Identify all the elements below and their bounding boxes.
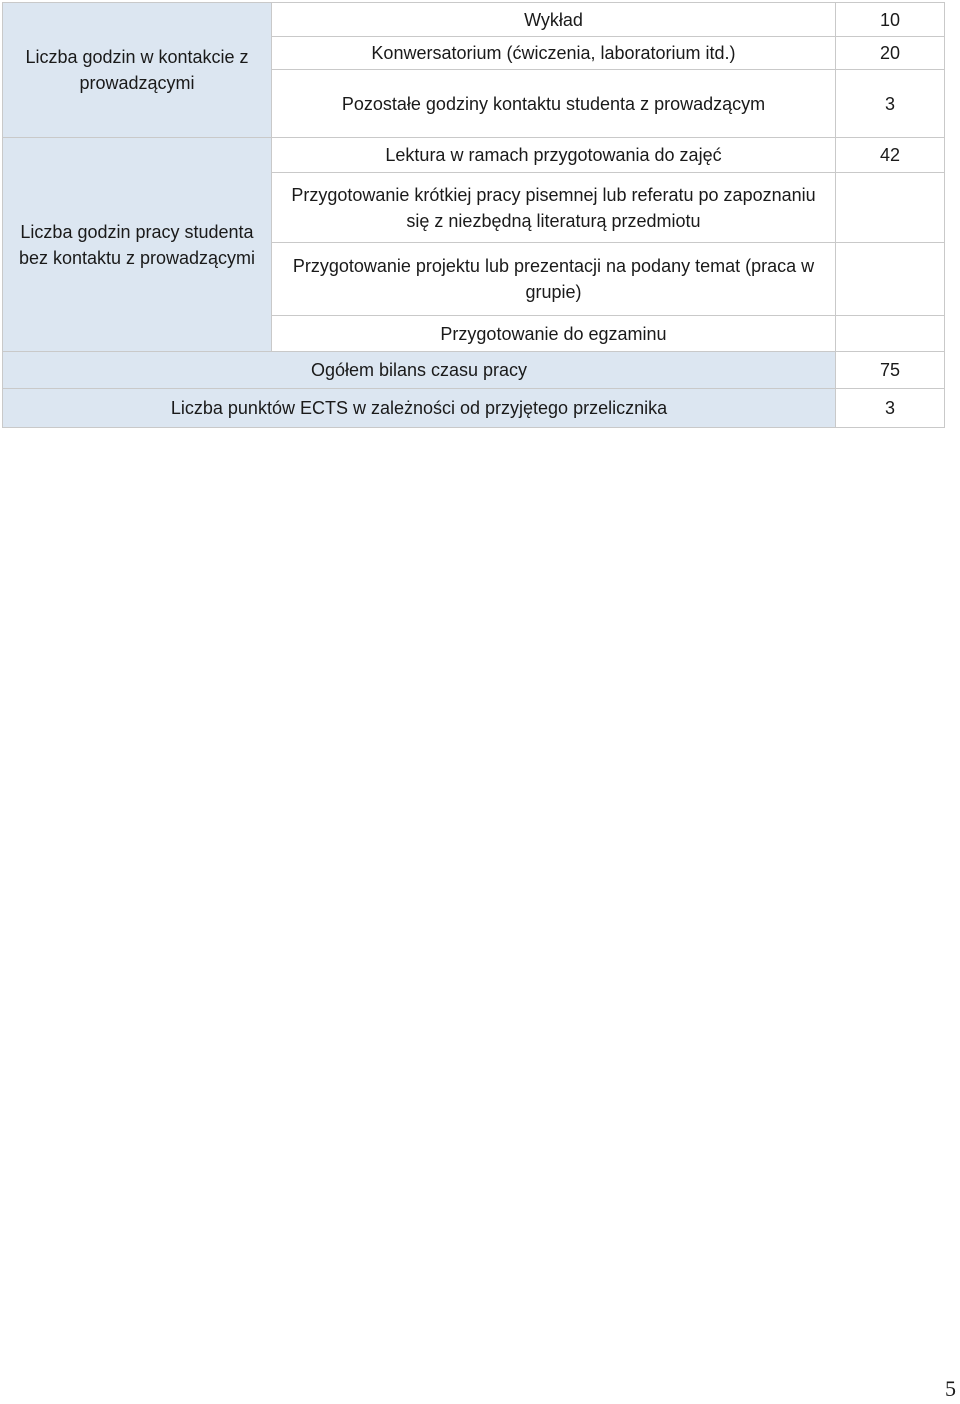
activity-label: Przygotowanie do egzaminu xyxy=(272,316,836,352)
activity-label: Lektura w ramach przygotowania do zajęć xyxy=(272,138,836,173)
table-row xyxy=(3,138,945,173)
activity-label: Przygotowanie projektu lub prezentacji na podany temat (praca w grupie) xyxy=(272,243,836,316)
hours-value xyxy=(836,173,945,243)
hours-value: 10 xyxy=(836,3,945,37)
hours-value xyxy=(836,243,945,316)
total-row xyxy=(3,352,945,389)
hours-value: 42 xyxy=(836,138,945,173)
hours-value xyxy=(836,316,945,352)
hours-value: 20 xyxy=(836,37,945,70)
total-label: Ogółem bilans czasu pracy xyxy=(3,352,836,389)
total-value: 75 xyxy=(836,352,945,389)
ects-label: Liczba punktów ECTS w zależności od przyjętego przelicznika xyxy=(3,389,836,428)
contact-hours-group-label: Liczba godzin w kontakcie z prowadzącymi xyxy=(3,3,272,138)
hours-value: 3 xyxy=(836,70,945,138)
workload-table xyxy=(2,2,945,428)
ects-row xyxy=(3,389,945,428)
activity-label: Pozostałe godziny kontaktu studenta z prowadzącym xyxy=(272,70,836,138)
activity-label: Wykład xyxy=(272,3,836,37)
ects-value: 3 xyxy=(836,389,945,428)
activity-label: Konwersatorium (ćwiczenia, laboratorium itd.) xyxy=(272,37,836,70)
self-study-group-label: Liczba godzin pracy studenta bez kontaktu z prowadzącymi xyxy=(3,138,272,352)
table-row xyxy=(3,3,945,37)
page-number: 5 xyxy=(945,1376,956,1401)
activity-label: Przygotowanie krótkiej pracy pisemnej lub referatu po zapoznaniu się z niezbędną literaturą przedmiotu xyxy=(272,173,836,243)
